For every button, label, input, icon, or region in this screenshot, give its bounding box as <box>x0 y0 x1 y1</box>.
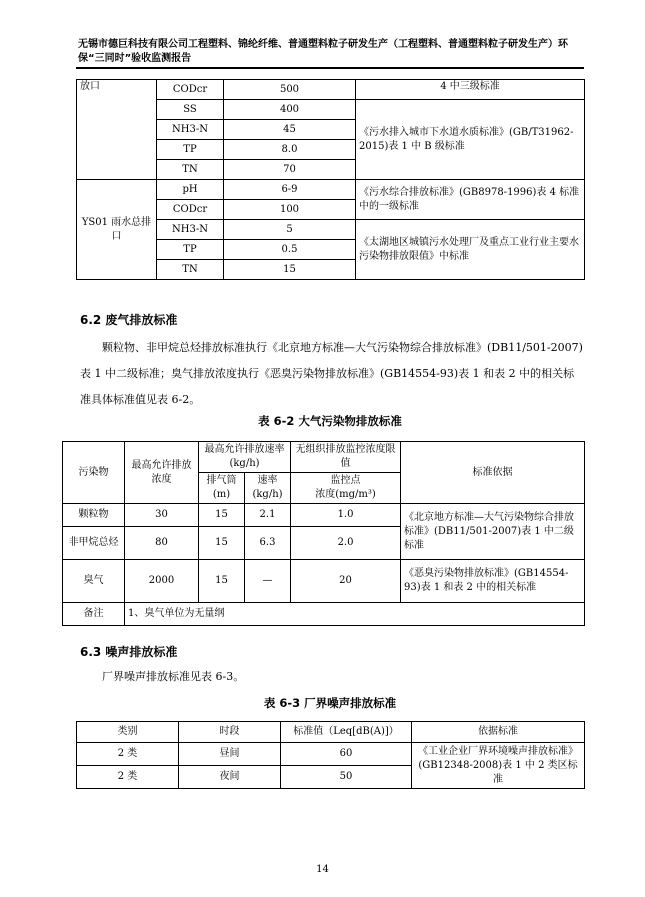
param-cell: pH <box>157 180 224 200</box>
value-cell: 400 <box>224 100 356 120</box>
header-limit: 标准值（Leq[dB(A)]） <box>281 722 412 743</box>
section-heading-6-3: 6.3 噪声排放标准 <box>80 645 178 659</box>
param-cell: NH3-N <box>157 220 224 240</box>
period-cell: 夜间 <box>179 766 281 789</box>
table-row <box>63 603 585 626</box>
report-header: 无锡市德巨科技有限公司工程塑料、锦纶纤维、普通塑料粒子研发生产（工程塑料、普通塑料粒子研发生产）环保“三同时”验收监测报告 <box>78 39 568 64</box>
table-row <box>77 180 585 200</box>
limit-value: 2.0 <box>291 527 401 560</box>
standard-cell: 4 中三级标准 <box>356 80 585 100</box>
limit-cell: 50 <box>281 766 412 789</box>
param-cell: TN <box>157 160 224 180</box>
header-period: 时段 <box>179 722 281 743</box>
param-cell: TP <box>157 240 224 260</box>
paragraph-text: 厂界噪声排放标准见表 6-3。 <box>102 670 245 683</box>
value-cell: 6-9 <box>224 180 356 200</box>
header-monitor <box>291 473 401 504</box>
section-6-2-paragraph <box>80 335 585 413</box>
basis-cell: 《北京地方标准—大气污染物综合排放标准》(DB11/501-2007)表 1 中二级标准 <box>401 504 585 560</box>
header-pollutant: 污染物 <box>63 442 125 504</box>
conc-value: 2000 <box>125 560 199 603</box>
period-cell: 昼间 <box>179 743 281 766</box>
air-pollutant-standard-table <box>62 441 585 626</box>
header-basis: 标准依据 <box>401 442 585 504</box>
param-cell: SS <box>157 100 224 120</box>
value-cell: 500 <box>224 80 356 100</box>
outlet-label: 放口 <box>77 80 157 180</box>
header-speed: 速率(kg/h) <box>245 473 291 504</box>
paragraph-text: 颗粒物、非甲烷总烃排放标准执行《北京地方标准—大气污染物综合排放标准》(DB11/501-2007)表 1 中二级标准；臭气排放浓度执行《恶臭污染物排放标准》(GB14554-93)表 1 和表 2 中的相关标准具体标准值见表 6-2。 <box>80 341 583 406</box>
conc-value: 30 <box>125 504 199 527</box>
value-cell: 8.0 <box>224 140 356 160</box>
rate-value: 2.1 <box>245 504 291 527</box>
basis-cell: 《恶臭污染物排放标准》(GB14554-93)表 1 和表 2 中的相关标准 <box>401 560 585 603</box>
stack-height: 15 <box>199 504 245 527</box>
table-header-row <box>77 722 585 743</box>
stack-height: 15 <box>199 560 245 603</box>
note-label: 备注 <box>63 603 125 626</box>
category-cell: 2 类 <box>77 766 179 789</box>
header-basis: 依据标准 <box>412 722 585 743</box>
param-cell: TN <box>157 260 224 280</box>
param-cell: NH3-N <box>157 120 224 140</box>
header-stack-height: 排气筒(m) <box>199 473 245 504</box>
table-6-3-caption: 表 6-3 厂界噪声排放标准 <box>263 696 397 710</box>
concentration-unit-label: 浓度(mg/m³) <box>315 489 376 500</box>
value-cell: 100 <box>224 200 356 220</box>
wastewater-standard-table <box>76 79 585 280</box>
standard-cell: 《污水排入城市下水道水质标准》(GB/T31962-2015)表 1 中 B 级标准 <box>356 100 585 180</box>
param-cell: TP <box>157 140 224 160</box>
note-text: 1、臭气单位为无量纲 <box>125 603 585 626</box>
limit-cell: 60 <box>281 743 412 766</box>
value-cell: 15 <box>224 260 356 280</box>
section-6-3-paragraph <box>80 664 585 690</box>
noise-standard-table <box>76 721 585 789</box>
stack-height: 15 <box>199 527 245 560</box>
param-cell: CODcr <box>157 200 224 220</box>
standard-cell: 《太湖地区城镇污水处理厂及重点工业行业主要水污染物排放限值》中标准 <box>356 220 585 280</box>
rate-value: 6.3 <box>245 527 291 560</box>
conc-value: 80 <box>125 527 199 560</box>
limit-value: 20 <box>291 560 401 603</box>
value-cell: 45 <box>224 120 356 140</box>
table-6-2-caption: 表 6-2 大气污染物排放标准 <box>258 414 402 428</box>
pollutant-name: 臭气 <box>63 560 125 603</box>
table-header-row <box>63 442 585 473</box>
monitor-point-label: 监控点 <box>330 475 361 486</box>
pollutant-name: 颗粒物 <box>63 504 125 527</box>
pollutant-name: 非甲烷总烃 <box>63 527 125 560</box>
outlet-label: YS01 雨水总排口 <box>77 180 157 280</box>
header-unorganized: 无组织排放监控浓度限值 <box>291 442 401 473</box>
rate-value: — <box>245 560 291 603</box>
table-row <box>63 560 585 603</box>
table-row <box>63 504 585 527</box>
table-row <box>77 80 585 100</box>
header-rule <box>76 67 584 69</box>
param-cell: CODcr <box>157 80 224 100</box>
limit-value: 1.0 <box>291 504 401 527</box>
value-cell: 5 <box>224 220 356 240</box>
standard-cell: 《污水综合排放标准》(GB8978-1996)表 4 标准中的一级标准 <box>356 180 585 220</box>
header-rate: 最高允许排放速率(kg/h) <box>199 442 291 473</box>
category-cell: 2 类 <box>77 743 179 766</box>
section-heading-6-2: 6.2 废气排放标准 <box>80 313 178 327</box>
header-category: 类别 <box>77 722 179 743</box>
value-cell: 70 <box>224 160 356 180</box>
table-row <box>77 743 585 766</box>
value-cell: 0.5 <box>224 240 356 260</box>
page-number: 14 <box>316 864 329 875</box>
header-max-conc: 最高允许排放浓度 <box>125 442 199 504</box>
basis-cell: 《工业企业厂界环境噪声排放标准》(GB12348-2008)表 1 中 2 类区标准 <box>412 743 585 789</box>
